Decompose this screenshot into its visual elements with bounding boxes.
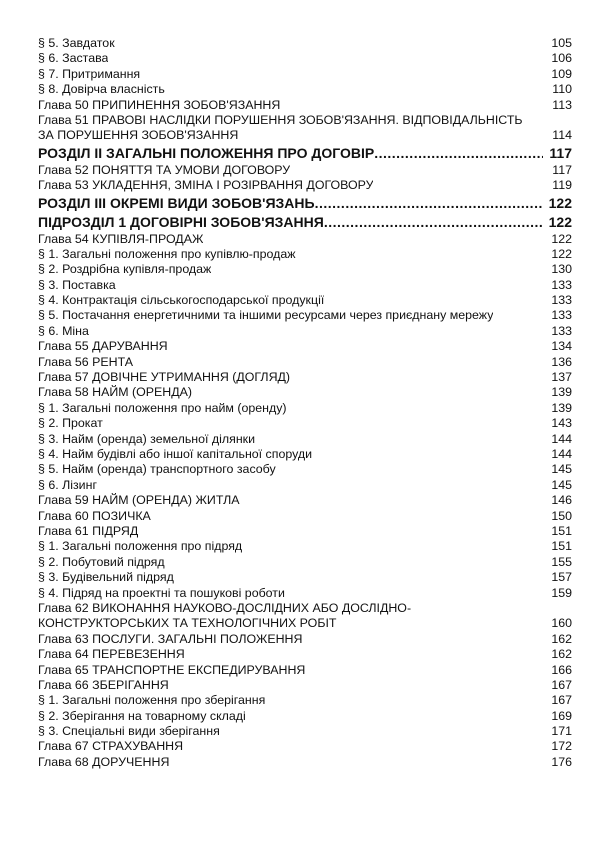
toc-entry <box>38 309 572 324</box>
toc-entry <box>38 739 572 754</box>
toc-entry <box>38 478 572 493</box>
toc-entry-page: 150 <box>551 508 572 523</box>
toc-entry <box>38 278 572 293</box>
toc-entry <box>38 755 572 770</box>
toc-entry-page: 144 <box>551 447 572 461</box>
toc-entry-title: § 1. Загальні положення про купівлю-продаж <box>38 246 296 261</box>
toc-section-heading <box>38 144 572 163</box>
toc-entry-page: 106 <box>551 51 572 66</box>
toc-entry <box>38 586 572 601</box>
toc-entry-title: РОЗДІЛ ІІ ЗАГАЛЬНІ ПОЛОЖЕННЯ ПРО ДОГОВІР ..... <box>38 144 543 163</box>
toc-entry-title: § 2. Зберігання на товарному складі <box>38 708 246 723</box>
toc-entry-page: 166 <box>551 662 572 677</box>
toc-entry <box>38 663 572 678</box>
toc-entry-page: 133 <box>551 277 572 292</box>
toc-entry-title: Глава 53 УКЛАДЕННЯ, ЗМІНА І РОЗІРВАННЯ ДОГОВОРУ <box>38 178 374 193</box>
toc-entry <box>38 247 572 262</box>
toc-entry-title: § 1. Загальні положення про найм (оренду) <box>38 400 287 415</box>
toc-entry-page: 105 <box>551 35 572 50</box>
toc-entry <box>38 262 572 277</box>
toc-entry-page: 133 <box>551 293 572 308</box>
toc-entry-page: 122 <box>548 194 572 211</box>
toc-entry <box>38 432 572 447</box>
toc-subsection-heading <box>38 213 572 232</box>
toc-entry <box>38 647 572 662</box>
toc-entry-page: 167 <box>551 677 572 692</box>
toc-entry <box>38 632 572 647</box>
toc-entry <box>38 555 572 570</box>
toc-entry-title: § 4. Підряд на проектні та пошукові роботи <box>38 585 285 600</box>
toc-entry-page: 134 <box>551 339 572 354</box>
toc-entry-page: 122 <box>551 246 572 261</box>
toc-entry-title: § 1. Загальні положення про підряд <box>38 539 243 554</box>
toc-entry-title: Глава 61 ПІДРЯД <box>38 523 139 538</box>
toc-entry-title: § 2. Побутовий підряд <box>38 554 165 569</box>
toc-entry-page: 172 <box>551 739 572 754</box>
toc-entry-title: ПІДРОЗДІЛ 1 ДОГОВІРНІ ЗОБОВ'ЯЗАННЯ ..... <box>38 213 543 232</box>
toc-entry-title: Глава 50 ПРИПИНЕННЯ ЗОБОВ'ЯЗАННЯ <box>38 97 281 112</box>
toc-entry <box>38 709 572 724</box>
toc-entry <box>38 724 572 739</box>
toc-entry-page: 162 <box>551 631 572 646</box>
toc-entry <box>38 82 572 97</box>
toc-entry-title: Глава 57 ДОВІЧНЕ УТРИМАННЯ (ДОГЛЯД) <box>38 370 291 385</box>
toc-entry-title: Глава 59 НАЙМ (ОРЕНДА) ЖИТЛА <box>38 493 240 508</box>
toc-entry-title: Глава 51 ПРАВОВІ НАСЛІДКИ ПОРУШЕННЯ ЗОБОВ'ЯЗАННЯ. ВІДПОВІДАЛЬНІСТЬ ЗА ПОРУШЕННЯ ЗОБОВ'ЯЗАННЯ <box>38 112 523 143</box>
toc-entry-page: 122 <box>548 213 572 230</box>
toc-entry-page: 117 <box>549 144 572 161</box>
toc-entry-page: 119 <box>552 178 572 193</box>
toc-entry-page: 162 <box>551 647 572 662</box>
toc-entry-page: 109 <box>551 66 572 81</box>
toc-entry-page: 155 <box>551 554 572 569</box>
toc-entry-title: § 6. Лізинг <box>38 477 97 492</box>
toc-entry-page: 143 <box>551 416 572 431</box>
toc-entry-title: § 2. Прокат <box>38 416 103 431</box>
toc-entry <box>38 355 572 370</box>
toc-entry-title: § 6. Застава <box>38 51 109 66</box>
toc-entry-title: § 4. Контрактація сільськогосподарської продукції <box>38 293 325 308</box>
toc-entry-title: Глава 58 НАЙМ (ОРЕНДА) <box>38 385 193 400</box>
toc-entry-title: Глава 55 ДАРУВАННЯ <box>38 339 168 354</box>
toc-entry <box>38 178 572 193</box>
toc-entry <box>38 36 572 51</box>
toc-entry-title: Глава 68 ДОРУЧЕННЯ <box>38 754 170 769</box>
toc-entry <box>38 385 572 400</box>
toc-entry <box>38 113 572 144</box>
toc-entry-page: 145 <box>551 477 572 492</box>
toc-entry-page: 133 <box>551 308 572 323</box>
toc-entry-page: 151 <box>551 539 572 554</box>
toc-entry-title: Глава 63 ПОСЛУГИ. ЗАГАЛЬНІ ПОЛОЖЕННЯ <box>38 631 303 646</box>
toc-entry-page: 171 <box>551 724 572 739</box>
toc-entry-title: Глава 66 ЗБЕРІГАННЯ <box>38 677 169 692</box>
toc-entry <box>38 524 572 539</box>
toc-entry-title: § 5. Найм (оренда) транспортного засобу <box>38 462 276 477</box>
toc-section-heading <box>38 194 572 213</box>
toc-entry <box>38 693 572 708</box>
toc-entry <box>38 539 572 554</box>
toc-entry <box>38 447 572 462</box>
toc-entry-page: 144 <box>551 431 572 446</box>
toc-entry <box>38 570 572 585</box>
toc-entry-title: § 6. Міна <box>38 323 89 338</box>
toc-entry-page: 146 <box>551 493 572 508</box>
toc-entry <box>38 401 572 416</box>
toc-entry-title: Глава 52 ПОНЯТТЯ ТА УМОВИ ДОГОВОРУ <box>38 162 291 177</box>
toc-entry <box>38 67 572 82</box>
toc-entry-page: 136 <box>551 354 572 369</box>
toc-entry <box>38 293 572 308</box>
toc-entry-page: 114 <box>552 128 572 143</box>
toc-entry <box>38 493 572 508</box>
toc-entry-title: § 8. Довірча власність <box>38 82 165 97</box>
toc-entry-page: 110 <box>552 82 572 97</box>
toc-entry-title: § 3. Будівельний підряд <box>38 570 174 585</box>
toc-entry-page: 139 <box>551 385 572 400</box>
toc-entry <box>38 324 572 339</box>
toc-entry-page: 122 <box>551 231 572 246</box>
toc-entry <box>38 339 572 354</box>
toc-entry-title: § 5. Завдаток <box>38 35 115 50</box>
toc-entry-page: 151 <box>551 523 572 538</box>
toc-entry-page: 160 <box>551 616 572 631</box>
toc-entry-title: Глава 54 КУПІВЛЯ-ПРОДАЖ <box>38 231 204 246</box>
toc-entry-page: 167 <box>551 693 572 708</box>
toc-entry <box>38 232 572 247</box>
toc-entry-title: Глава 60 ПОЗИЧКА <box>38 508 151 523</box>
toc-entry-title: § 3. Поставка <box>38 277 116 292</box>
toc-entry-title: Глава 65 ТРАНСПОРТНЕ ЕКСПЕДИРУВАННЯ <box>38 662 306 677</box>
toc-entry-title: Глава 67 СТРАХУВАННЯ <box>38 739 184 754</box>
toc-entry-title: § 7. Притримання <box>38 66 141 81</box>
toc-entry <box>38 601 572 632</box>
toc-entry-page: 133 <box>551 323 572 338</box>
toc-entry-title: § 2. Роздрібна купівля-продаж <box>38 262 212 277</box>
toc-entry-title: § 4. Найм будівлі або іншої капітальної споруди <box>38 447 313 461</box>
toc-entry-title: § 1. Загальні положення про зберігання <box>38 693 266 708</box>
toc-entry <box>38 51 572 66</box>
toc-entry-title: Глава 64 ПЕРЕВЕЗЕННЯ <box>38 647 185 662</box>
toc-entry <box>38 370 572 385</box>
toc-entry-title: Глава 56 РЕНТА <box>38 354 134 369</box>
toc-entry-page: 159 <box>551 585 572 600</box>
toc-entry <box>38 462 572 477</box>
toc-entry <box>38 416 572 431</box>
toc-entry-page: 139 <box>551 400 572 415</box>
toc-entry-page: 130 <box>551 262 572 277</box>
toc-entry-title: § 3. Найм (оренда) земельної ділянки <box>38 431 256 446</box>
toc-entry-page: 113 <box>552 97 572 112</box>
table-of-contents <box>38 36 572 770</box>
toc-entry-title: РОЗДІЛ ІІІ ОКРЕМІ ВИДИ ЗОБОВ'ЯЗАНЬ ..... <box>38 194 543 213</box>
toc-entry-page: 137 <box>551 370 572 385</box>
toc-entry-page: 145 <box>551 462 572 477</box>
toc-entry-title: Глава 62 ВИКОНАННЯ НАУКОВО-ДОСЛІДНИХ АБО ДОСЛІДНО-КОНСТРУКТОРСЬКИХ ТА ТЕХНОЛОГІЧНИХ РОБІТ <box>38 600 412 631</box>
toc-entry-page: 176 <box>551 754 572 769</box>
toc-entry-title: § 3. Спеціальні види зберігання <box>38 724 220 739</box>
toc-entry <box>38 678 572 693</box>
toc-entry-page: 169 <box>551 708 572 723</box>
toc-entry <box>38 509 572 524</box>
toc-entry-page: 157 <box>551 570 572 585</box>
toc-entry-page: 117 <box>552 162 572 177</box>
toc-entry-title: § 5. Постачання енергетичними та іншими ресурсами через приєднану мережу <box>38 308 494 323</box>
toc-entry <box>38 163 572 178</box>
toc-entry <box>38 98 572 113</box>
